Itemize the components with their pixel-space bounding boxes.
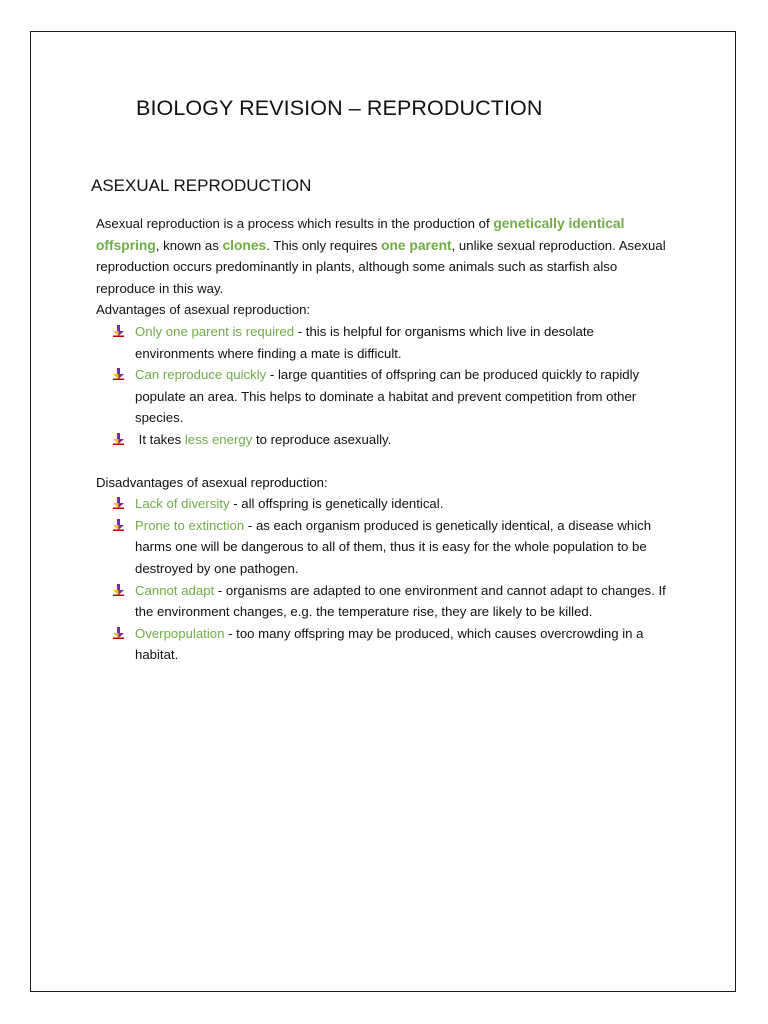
advantage-prefix: It takes	[135, 431, 185, 447]
advantage-text: to reproduce asexually.	[252, 431, 392, 447]
down-arrow-bullet-icon	[113, 433, 124, 445]
disadvantage-text: - as each organism produced is genetically identical, a disease which harms one will be dangerous to all of them, thus it is easy for the whole population to be destroyed by one pathogen.	[135, 517, 652, 576]
down-arrow-bullet-icon	[113, 368, 124, 380]
intro-text: Asexual reproduction is a process which results in the production of	[96, 216, 494, 231]
disadvantage-text: - all offspring is genetically identical.	[229, 496, 444, 512]
disadvantage-highlight: Lack of diversity	[135, 496, 230, 512]
advantage-highlight: Can reproduce quickly	[135, 367, 267, 383]
intro-text: , unlike sexual reproduction. Asexual reproduction occurs predominantly in plants, although some animals such as starfish also reproduce in this way.	[96, 237, 666, 296]
down-arrow-bullet-icon	[113, 325, 124, 337]
disadvantage-item	[135, 493, 666, 515]
advantage-item	[135, 364, 666, 429]
disadvantage-item	[135, 580, 666, 623]
disadvantage-highlight: Overpopulation	[135, 625, 225, 641]
down-arrow-bullet-icon	[113, 497, 124, 509]
advantage-text: - large quantities of offspring can be produced quickly to rapidly populate an area. This helps to dominate a habitat and prevent competition from other species.	[135, 367, 640, 426]
advantage-item	[135, 429, 666, 451]
intro-text: . This only requires	[266, 237, 382, 253]
advantage-highlight: less energy	[184, 431, 253, 447]
advantage-text: - this is helpful for organisms which live in desolate environments where finding a mate is difficult.	[135, 323, 594, 361]
intro-text: , known as	[155, 237, 223, 253]
down-arrow-bullet-icon	[113, 584, 124, 596]
down-arrow-bullet-icon	[113, 627, 124, 639]
document-body	[96, 213, 666, 666]
intro-highlight-genetically-identical: genetically identical offspring	[96, 216, 625, 253]
advantages-heading: Advantages of asexual reproduction:	[96, 302, 311, 318]
disadvantage-text: - organisms are adapted to one environment and cannot adapt to changes. If the environment changes, e.g. the temperature rise, they are likely to be killed.	[135, 582, 666, 620]
section-heading: ASEXUAL REPRODUCTION	[91, 176, 312, 195]
document-title: BIOLOGY REVISION – REPRODUCTION	[136, 96, 543, 120]
disadvantage-text: - too many offspring may be produced, which causes overcrowding in a habitat.	[135, 625, 644, 663]
down-arrow-bullet-icon	[113, 519, 124, 531]
disadvantage-highlight: Prone to extinction	[135, 517, 245, 533]
advantage-item	[135, 321, 666, 364]
advantages-list	[96, 321, 666, 451]
intro-highlight-one-parent: one parent	[381, 237, 452, 253]
disadvantages-list	[96, 493, 666, 666]
intro-paragraph	[96, 213, 666, 299]
advantage-highlight: Only one parent is required	[135, 323, 295, 339]
disadvantage-item	[135, 515, 666, 580]
disadvantage-highlight: Cannot adapt	[135, 582, 215, 598]
disadvantage-item	[135, 623, 666, 666]
disadvantages-heading: Disadvantages of asexual reproduction:	[96, 474, 328, 490]
intro-highlight-clones: clones	[222, 237, 267, 253]
